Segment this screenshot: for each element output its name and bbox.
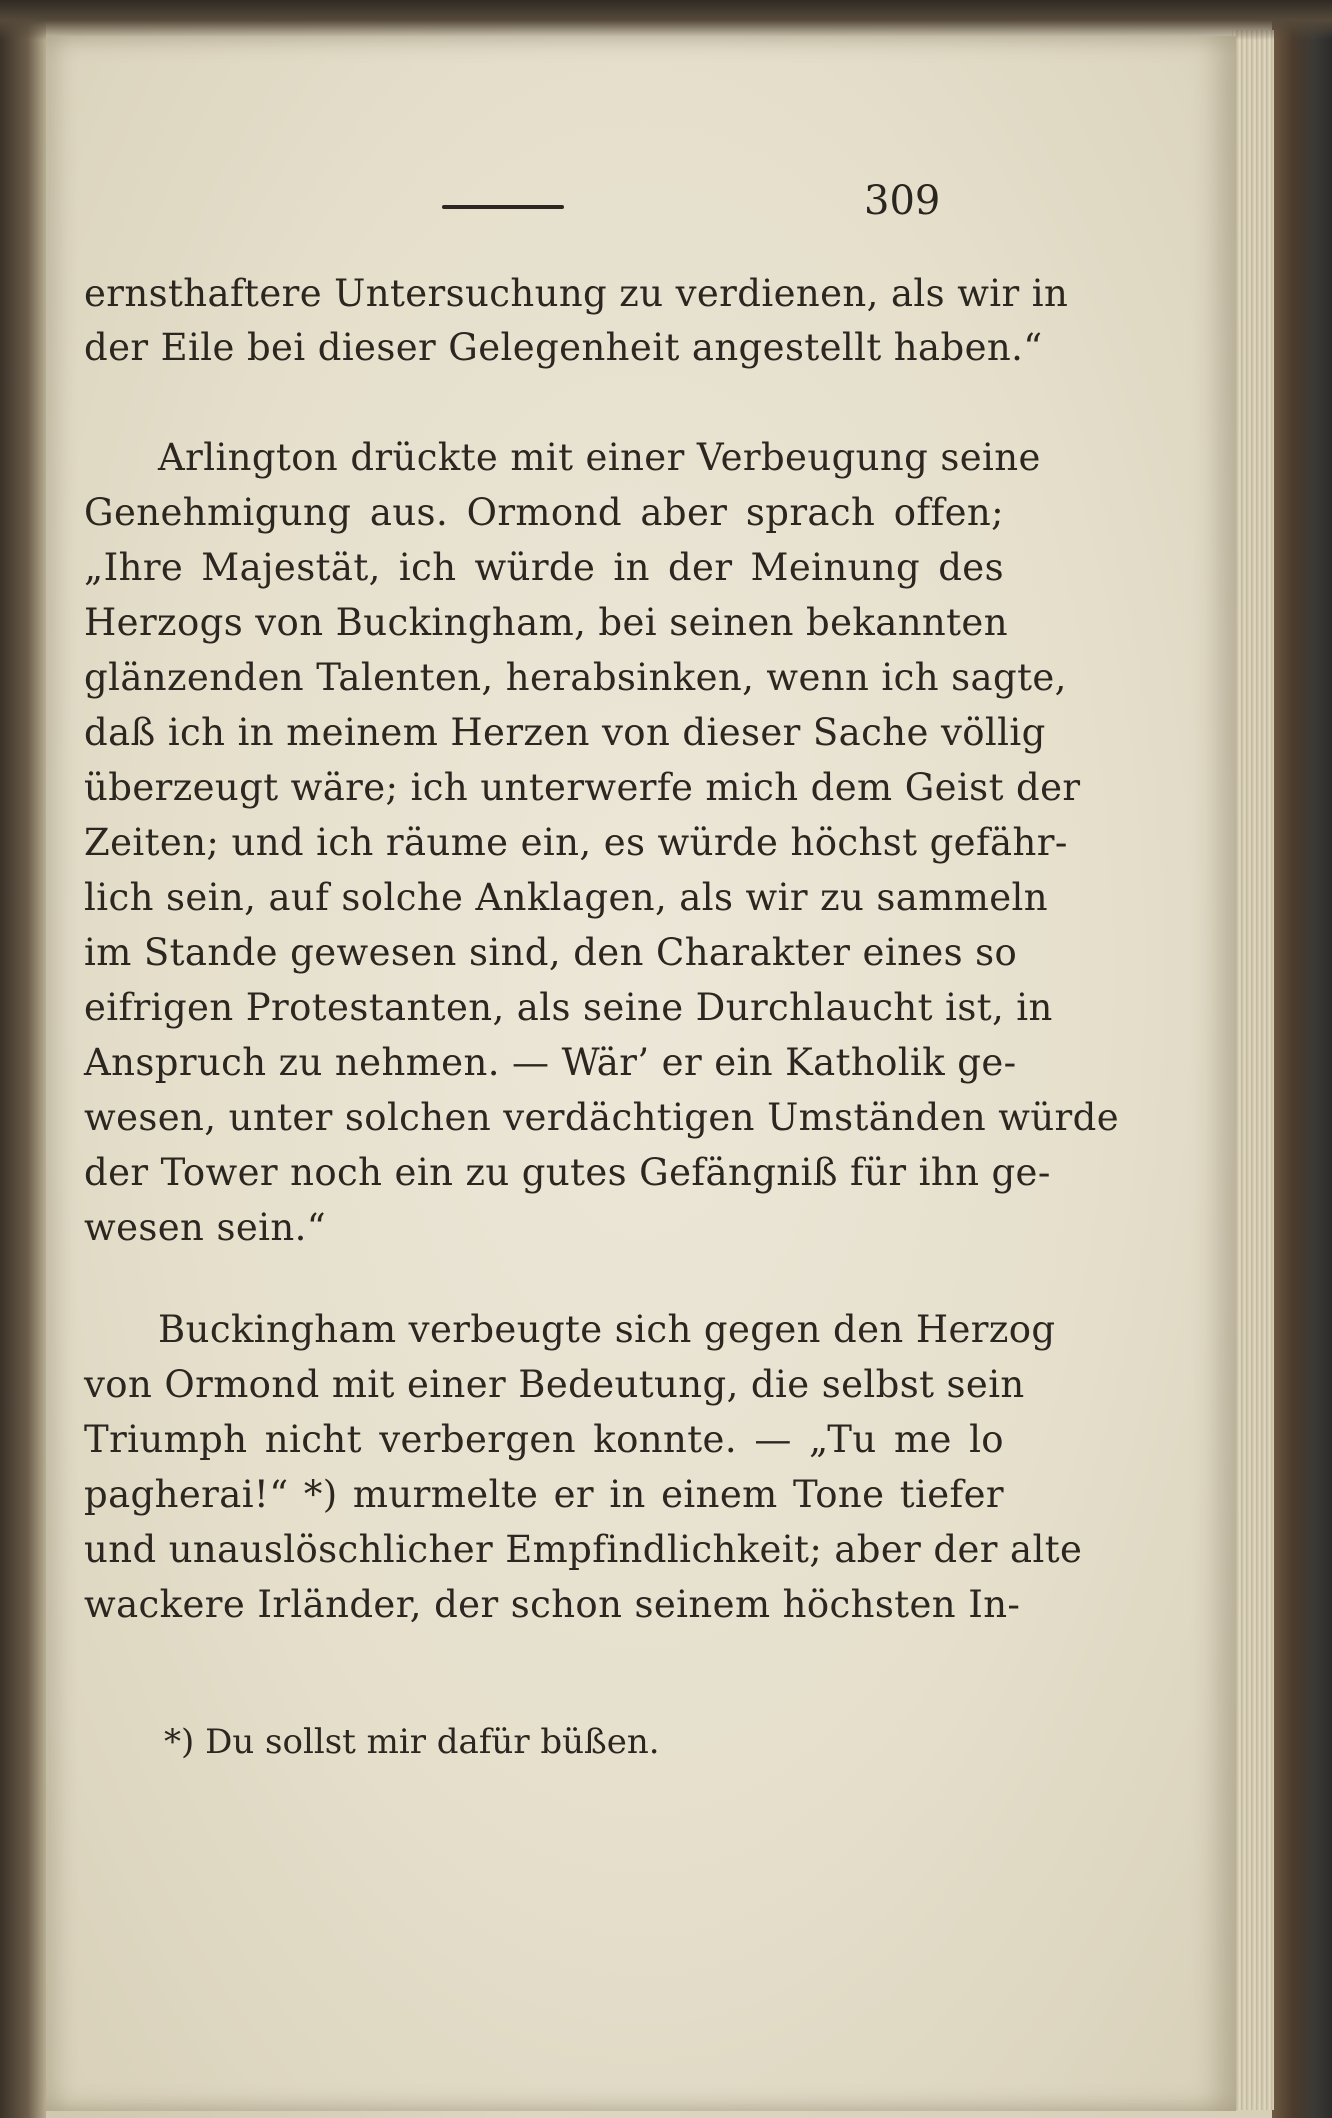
- text-line: und unauslöschlicher Empfindlichkeit; aber der alte: [84, 1528, 1083, 1571]
- text-line: Anspruch zu nehmen. — Wär’ er ein Katholik ge-: [84, 1041, 1017, 1084]
- text-line: pagherai!“ *) murmelte er in einem Tone tiefer: [84, 1473, 1004, 1516]
- text-line: von Ormond mit einer Bedeutung, die selbst sein: [84, 1363, 1025, 1406]
- text-line: glänzenden Talenten, herabsinken, wenn ich sagte,: [84, 656, 1067, 699]
- header-rule: [442, 205, 564, 209]
- top-edge: [0, 0, 1332, 40]
- text-line: Genehmigung aus. Ormond aber sprach offen;: [84, 491, 1004, 534]
- book-cover-edge: [1272, 20, 1332, 2118]
- text-line: der Tower noch ein zu gutes Gefängniß für ihn ge-: [84, 1151, 1051, 1194]
- text-line: im Stande gewesen sind, den Charakter eines so: [84, 931, 1018, 974]
- text-line: Triumph nicht verbergen konnte. — „Tu me lo: [84, 1418, 1004, 1461]
- text-line: daß ich in meinem Herzen von dieser Sache völlig: [84, 711, 1046, 754]
- text-line: lich sein, auf solche Anklagen, als wir zu sammeln: [84, 876, 1048, 919]
- text-line: wesen, unter solchen verdächtigen Umständen würde: [84, 1096, 1120, 1139]
- text-line: Herzogs von Buckingham, bei seinen bekannten: [84, 601, 1008, 644]
- text-line: eifrigen Protestanten, als seine Durchlaucht ist, in: [84, 986, 1053, 1029]
- text-line: Buckingham verbeugte sich gegen den Herzog: [158, 1308, 1056, 1351]
- book-page: [46, 36, 1236, 2111]
- text-line: ernsthaftere Untersuchung zu verdienen, als wir in: [84, 272, 1069, 315]
- text-line: „Ihre Majestät, ich würde in der Meinung des: [84, 546, 1004, 589]
- page-edges: [1232, 30, 1274, 2110]
- text-line: Zeiten; und ich räume ein, es würde höchst gefähr-: [84, 821, 1068, 864]
- text-line: Arlington drückte mit einer Verbeugung seine: [158, 436, 1041, 479]
- page-number: 309: [864, 178, 941, 224]
- text-line: der Eile bei dieser Gelegenheit angestellt haben.“: [84, 326, 1043, 369]
- text-line: überzeugt wäre; ich unterwerfe mich dem Geist der: [84, 766, 1081, 809]
- text-line: wesen sein.“: [84, 1206, 327, 1249]
- text-line: wackere Irländer, der schon seinem höchsten In-: [84, 1583, 1021, 1626]
- binding-gutter: [0, 0, 46, 2118]
- footnote: *) Du sollst mir dafür büßen.: [164, 1722, 660, 1762]
